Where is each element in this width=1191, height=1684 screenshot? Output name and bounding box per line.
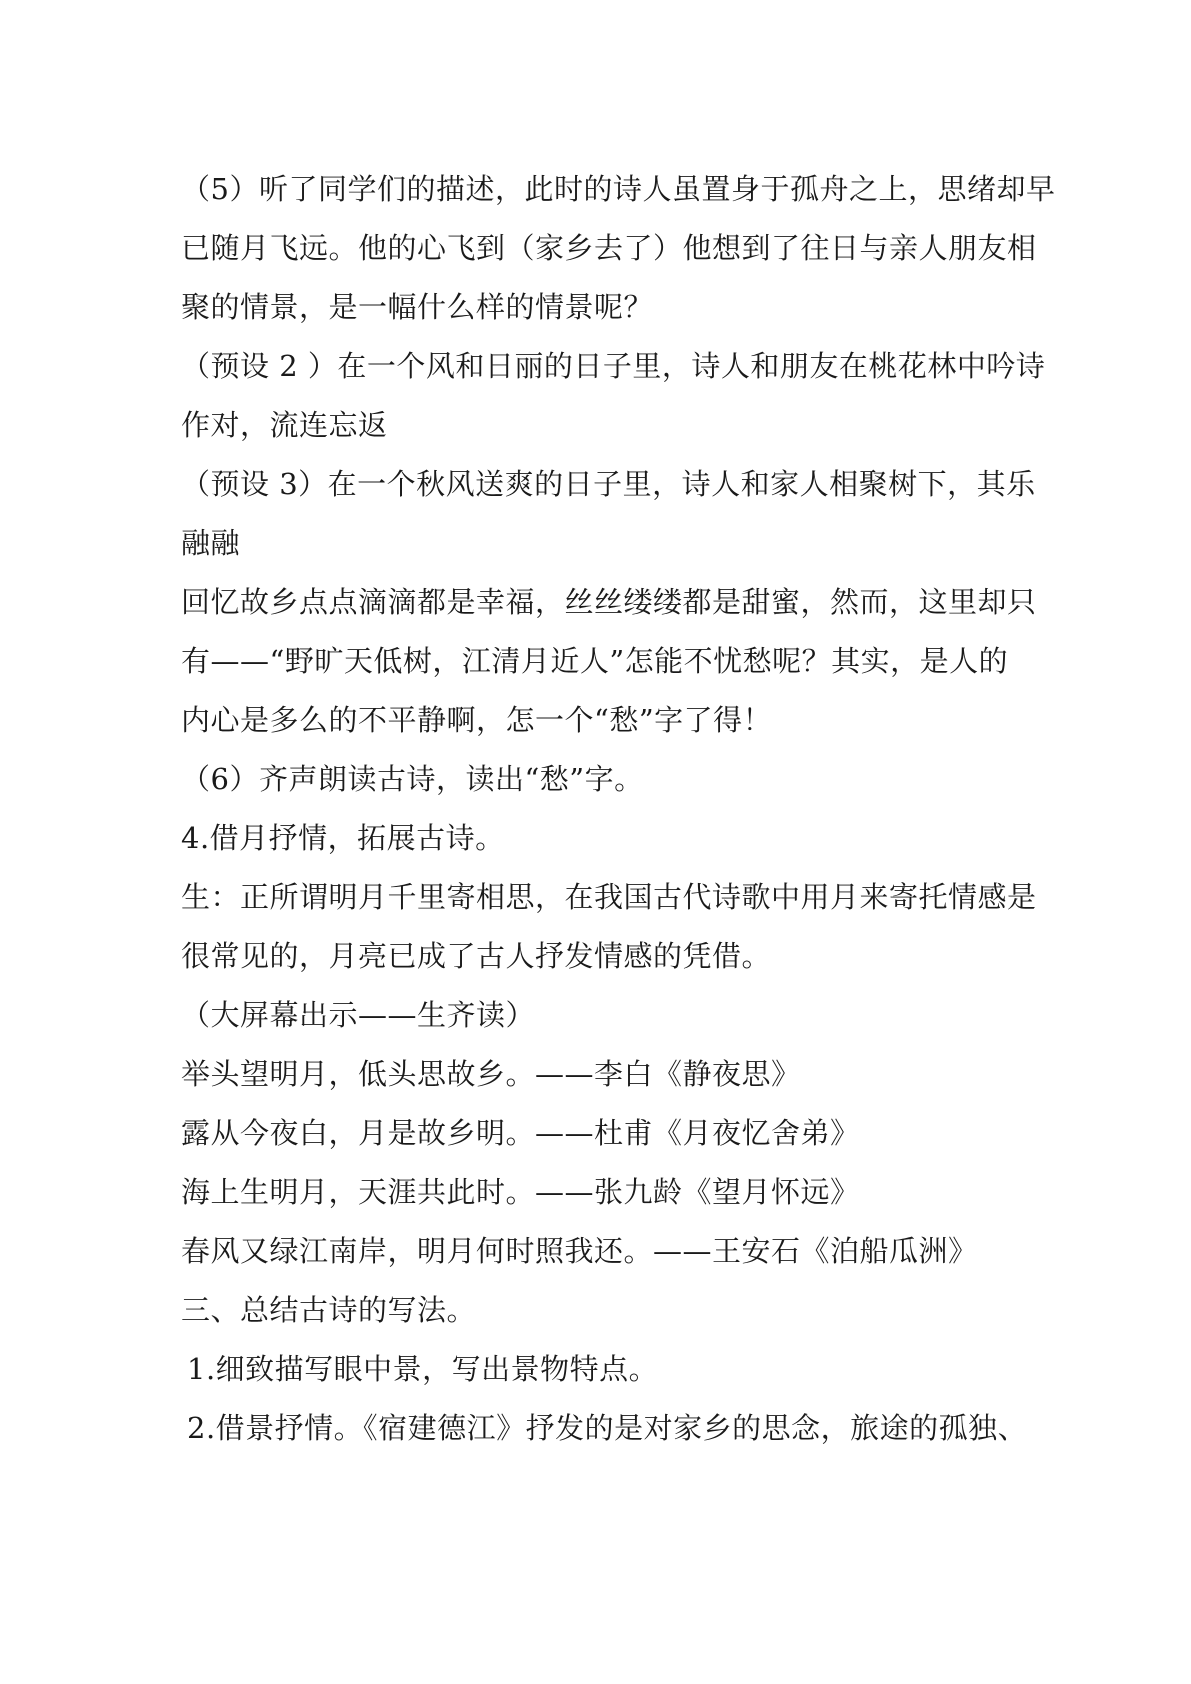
section-heading: 三、总结古诗的写法。 <box>181 1293 477 1327</box>
paragraph-line: 很常见的，月亮已成了古人抒发情感的凭借。 <box>181 939 772 973</box>
list-item: 2.借景抒情。《宿建德江》抒发的是对家乡的思念，旅途的孤独、 <box>187 1411 1028 1445</box>
paragraph-line: 有——“野旷天低树，江清月近人”怎能不忧愁呢？其实，是人的 <box>181 644 1009 678</box>
poem-quote-line: 春风又绿江南岸，明月何时照我还。——王安石《泊船瓜洲》 <box>181 1234 978 1268</box>
paragraph-line: （预设 3）在一个秋风送爽的日子里，诗人和家人相聚树下，其乐 <box>181 467 1036 501</box>
paragraph-line: 作对，流连忘返 <box>181 408 388 442</box>
paragraph-line: 生：正所谓明月千里寄相思，在我国古代诗歌中用月来寄托情感是 <box>181 880 1037 914</box>
paragraph-line: （大屏幕出示——生齐读） <box>181 998 536 1032</box>
poem-quote-line: 海上生明月，天涯共此时。——张九龄《望月怀远》 <box>181 1175 860 1209</box>
paragraph-line: 回忆故乡点点滴滴都是幸福，丝丝缕缕都是甜蜜，然而，这里却只 <box>181 585 1037 619</box>
paragraph-line: 聚的情景，是一幅什么样的情景呢？ <box>181 290 654 324</box>
section-heading: 4.借月抒情，拓展古诗。 <box>181 821 505 855</box>
paragraph-line: 已随月飞远。他的心飞到（家乡去了）他想到了往日与亲人朋友相 <box>181 231 1037 265</box>
paragraph-line: 内心是多么的不平静啊，怎一个“愁”字了得！ <box>181 703 773 737</box>
document-body <box>181 160 1056 1458</box>
list-item: 1.细致描写眼中景，写出景物特点。 <box>187 1352 659 1386</box>
paragraph-line: （6）齐声朗读古诗，读出“愁”字。 <box>181 762 644 796</box>
paragraph-line: （5）听了同学们的描述，此时的诗人虽置身于孤舟之上，思绪却早 <box>181 172 1056 206</box>
paragraph-line: （预设 2 ）在一个风和日丽的日子里，诗人和朋友在桃花林中吟诗 <box>181 349 1046 383</box>
poem-quote-line: 举头望明月，低头思故乡。——李白《静夜思》 <box>181 1057 801 1091</box>
paragraph-line: 融融 <box>181 526 241 560</box>
poem-quote-line: 露从今夜白，月是故乡明。——杜甫《月夜忆舍弟》 <box>181 1116 860 1150</box>
